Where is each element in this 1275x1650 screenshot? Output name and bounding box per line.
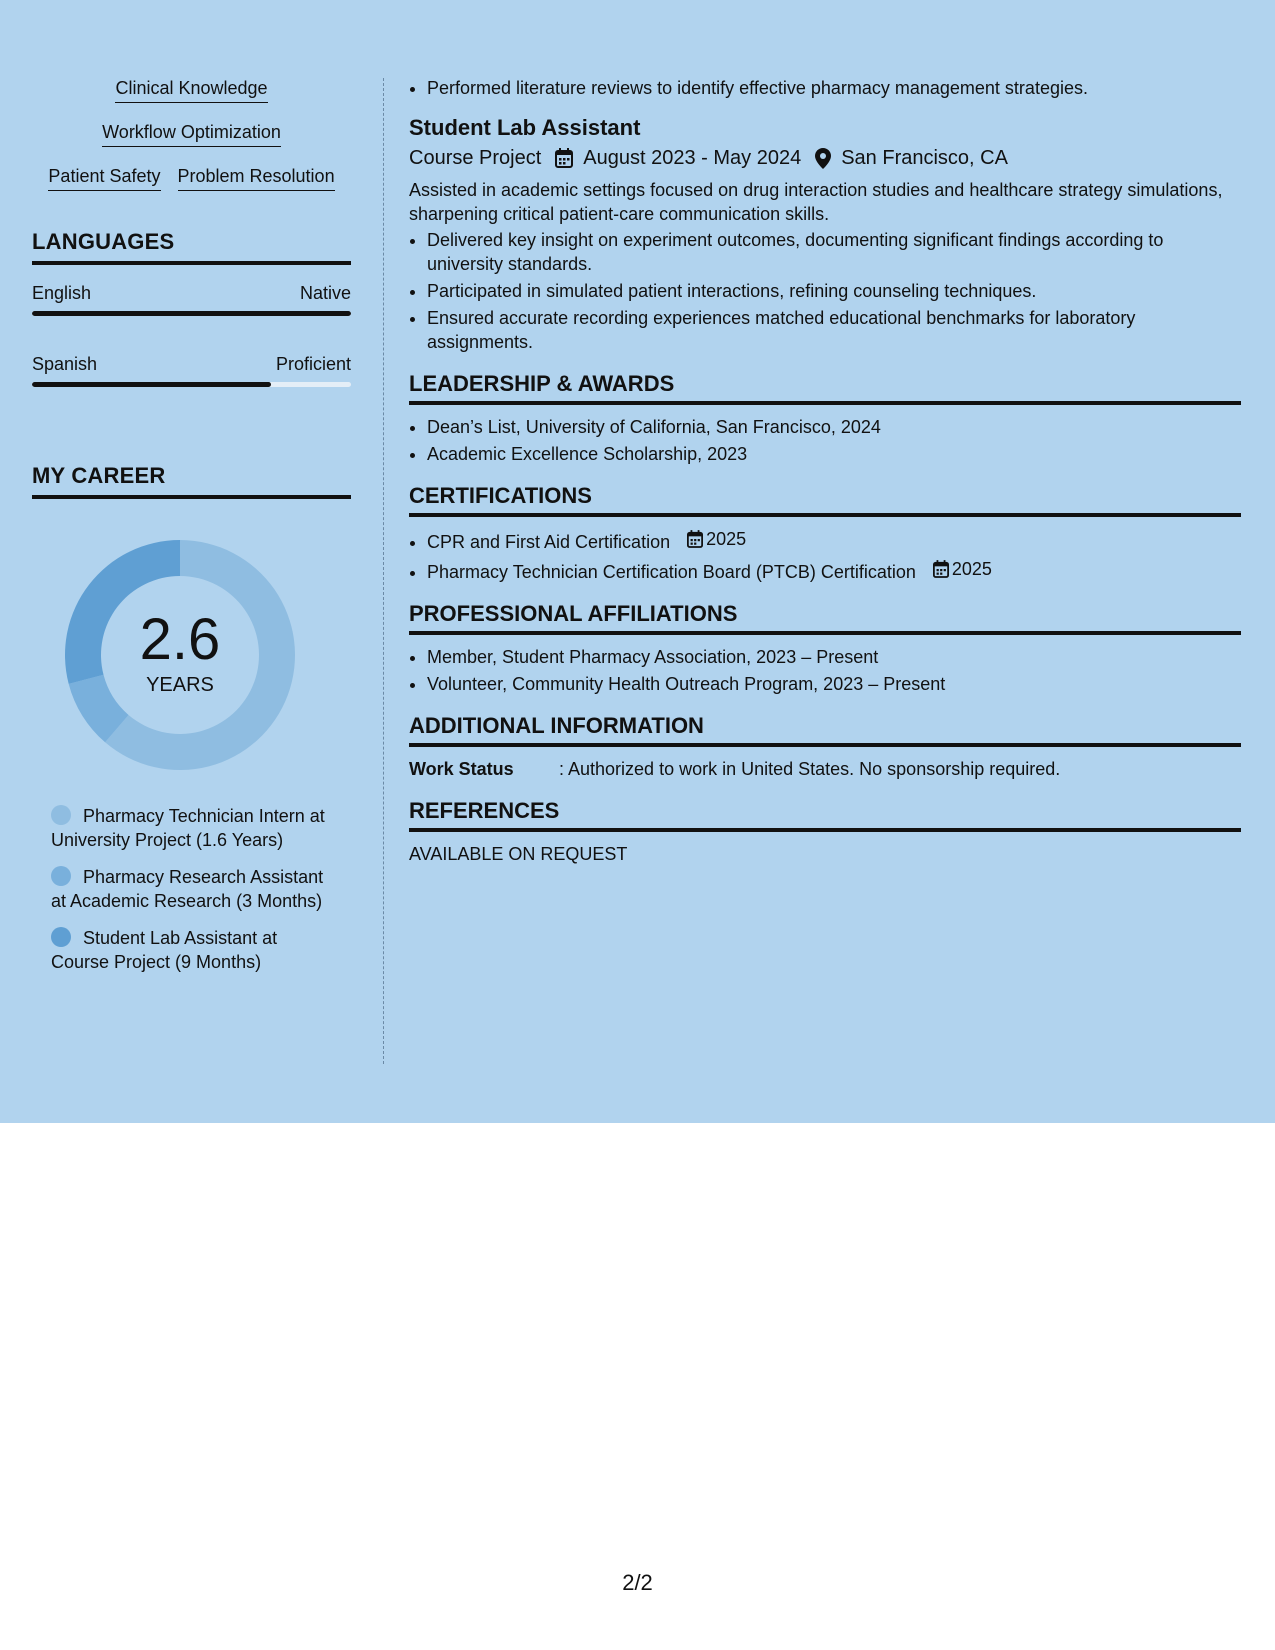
- references-text: AVAILABLE ON REQUEST: [409, 844, 628, 864]
- languages-section: [32, 229, 351, 387]
- certification-name: Pharmacy Technician Certification Board (PTCB) Certification: [427, 562, 916, 582]
- skill-row: [32, 164, 351, 191]
- certification-year: 2025: [951, 559, 992, 579]
- page-number: 2/2: [622, 1570, 653, 1595]
- additional-info-section: [409, 712, 1241, 781]
- skill-tag: Problem Resolution: [178, 164, 335, 191]
- career-donut-chart: [65, 540, 295, 770]
- career-total-unit: YEARS: [146, 674, 214, 696]
- skill-row: [32, 76, 351, 103]
- column-divider: [383, 78, 384, 1064]
- leadership-section: [409, 370, 1241, 466]
- legend-dot: [51, 805, 71, 825]
- language-level: Proficient: [275, 354, 351, 374]
- certification-name: CPR and First Aid Certification: [427, 532, 671, 552]
- certification-item: [427, 557, 1241, 584]
- leadership-heading: LEADERSHIP & AWARDS: [409, 370, 1241, 405]
- sidebar: [32, 76, 351, 987]
- language-level: Native: [299, 283, 351, 303]
- job-company: Course Project: [409, 147, 542, 169]
- language-proficiency-bar: [32, 311, 351, 316]
- language-item: [32, 352, 351, 387]
- bullet-item: • Performed literature reviews to identify effective pharmacy management strategies.: [427, 76, 1241, 100]
- certifications-section: [409, 482, 1241, 584]
- donut-center: [65, 540, 295, 770]
- work-status-value: : Authorized to work in United States. No sponsorship required.: [559, 759, 1061, 779]
- award-item: • Dean’s List, University of California, San Francisco, 2024: [427, 415, 1241, 439]
- job-bullets: [409, 228, 1241, 354]
- award-item: • Academic Excellence Scholarship, 2023: [427, 442, 1241, 466]
- language-proficiency-fill: [32, 382, 271, 387]
- legend-label: Pharmacy Research Assistant at Academic Research (3 Months): [51, 867, 324, 911]
- language-name: Spanish: [32, 354, 98, 374]
- job-dates: August 2023 - May 2024: [583, 147, 802, 169]
- skills-list: [32, 76, 351, 191]
- certification-year: 2025: [706, 529, 747, 549]
- career-legend: [51, 804, 336, 974]
- language-item: [32, 281, 351, 316]
- job-title: Student Lab Assistant: [409, 115, 641, 140]
- work-status-label: Work Status: [409, 759, 514, 779]
- job-description: Assisted in academic settings focused on drug interaction studies and healthcare strategy simulations, sharpening critical patient-care communication skills.: [409, 180, 1223, 224]
- legend-item: [51, 804, 336, 852]
- language-proficiency-fill: [32, 311, 351, 316]
- languages-heading: LANGUAGES: [32, 229, 351, 265]
- affiliations-heading: PROFESSIONAL AFFILIATIONS: [409, 600, 1241, 635]
- certifications-heading: CERTIFICATIONS: [409, 482, 1241, 517]
- previous-job-bullets: [409, 76, 1241, 100]
- job-location: San Francisco, CA: [841, 147, 1008, 169]
- bullet-item: • Ensured accurate recording experiences matched educational benchmarks for laboratory assignments.: [427, 306, 1241, 354]
- calendar-icon: [555, 148, 573, 168]
- skill-tag: Workflow Optimization: [102, 120, 281, 147]
- language-name: English: [32, 283, 92, 303]
- location-pin-icon: [815, 148, 831, 169]
- language-proficiency-bar: [32, 382, 351, 387]
- legend-item: [51, 926, 336, 974]
- affiliation-item: • Volunteer, Community Health Outreach Program, 2023 – Present: [427, 672, 1241, 696]
- career-section: [32, 463, 351, 974]
- bullet-item: • Participated in simulated patient interactions, refining counseling techniques.: [427, 279, 1241, 303]
- legend-dot: [51, 866, 71, 886]
- skill-tag: Patient Safety: [48, 164, 160, 191]
- references-heading: REFERENCES: [409, 797, 1241, 832]
- references-section: [409, 797, 1241, 866]
- legend-dot: [51, 927, 71, 947]
- skill-row: [32, 120, 351, 147]
- bullet-item: • Delivered key insight on experiment outcomes, documenting significant findings according to university standards.: [427, 228, 1241, 276]
- legend-label: Pharmacy Technician Intern at University Project (1.6 Years): [51, 806, 325, 850]
- legend-label: Student Lab Assistant at Course Project (9 Months): [51, 928, 278, 972]
- affiliations-section: [409, 600, 1241, 696]
- skill-tag: Clinical Knowledge: [115, 76, 267, 103]
- career-heading: MY CAREER: [32, 463, 351, 499]
- career-total-years: 2.6: [139, 607, 221, 672]
- certification-item: [427, 527, 1241, 554]
- main-content: [409, 76, 1241, 866]
- legend-item: [51, 865, 336, 913]
- calendar-icon: [687, 530, 703, 548]
- work-status-row: [409, 757, 1241, 781]
- additional-info-heading: ADDITIONAL INFORMATION: [409, 712, 1241, 747]
- calendar-icon: [933, 560, 949, 578]
- affiliation-item: • Member, Student Pharmacy Association, 2023 – Present: [427, 645, 1241, 669]
- job-meta: [409, 144, 1241, 172]
